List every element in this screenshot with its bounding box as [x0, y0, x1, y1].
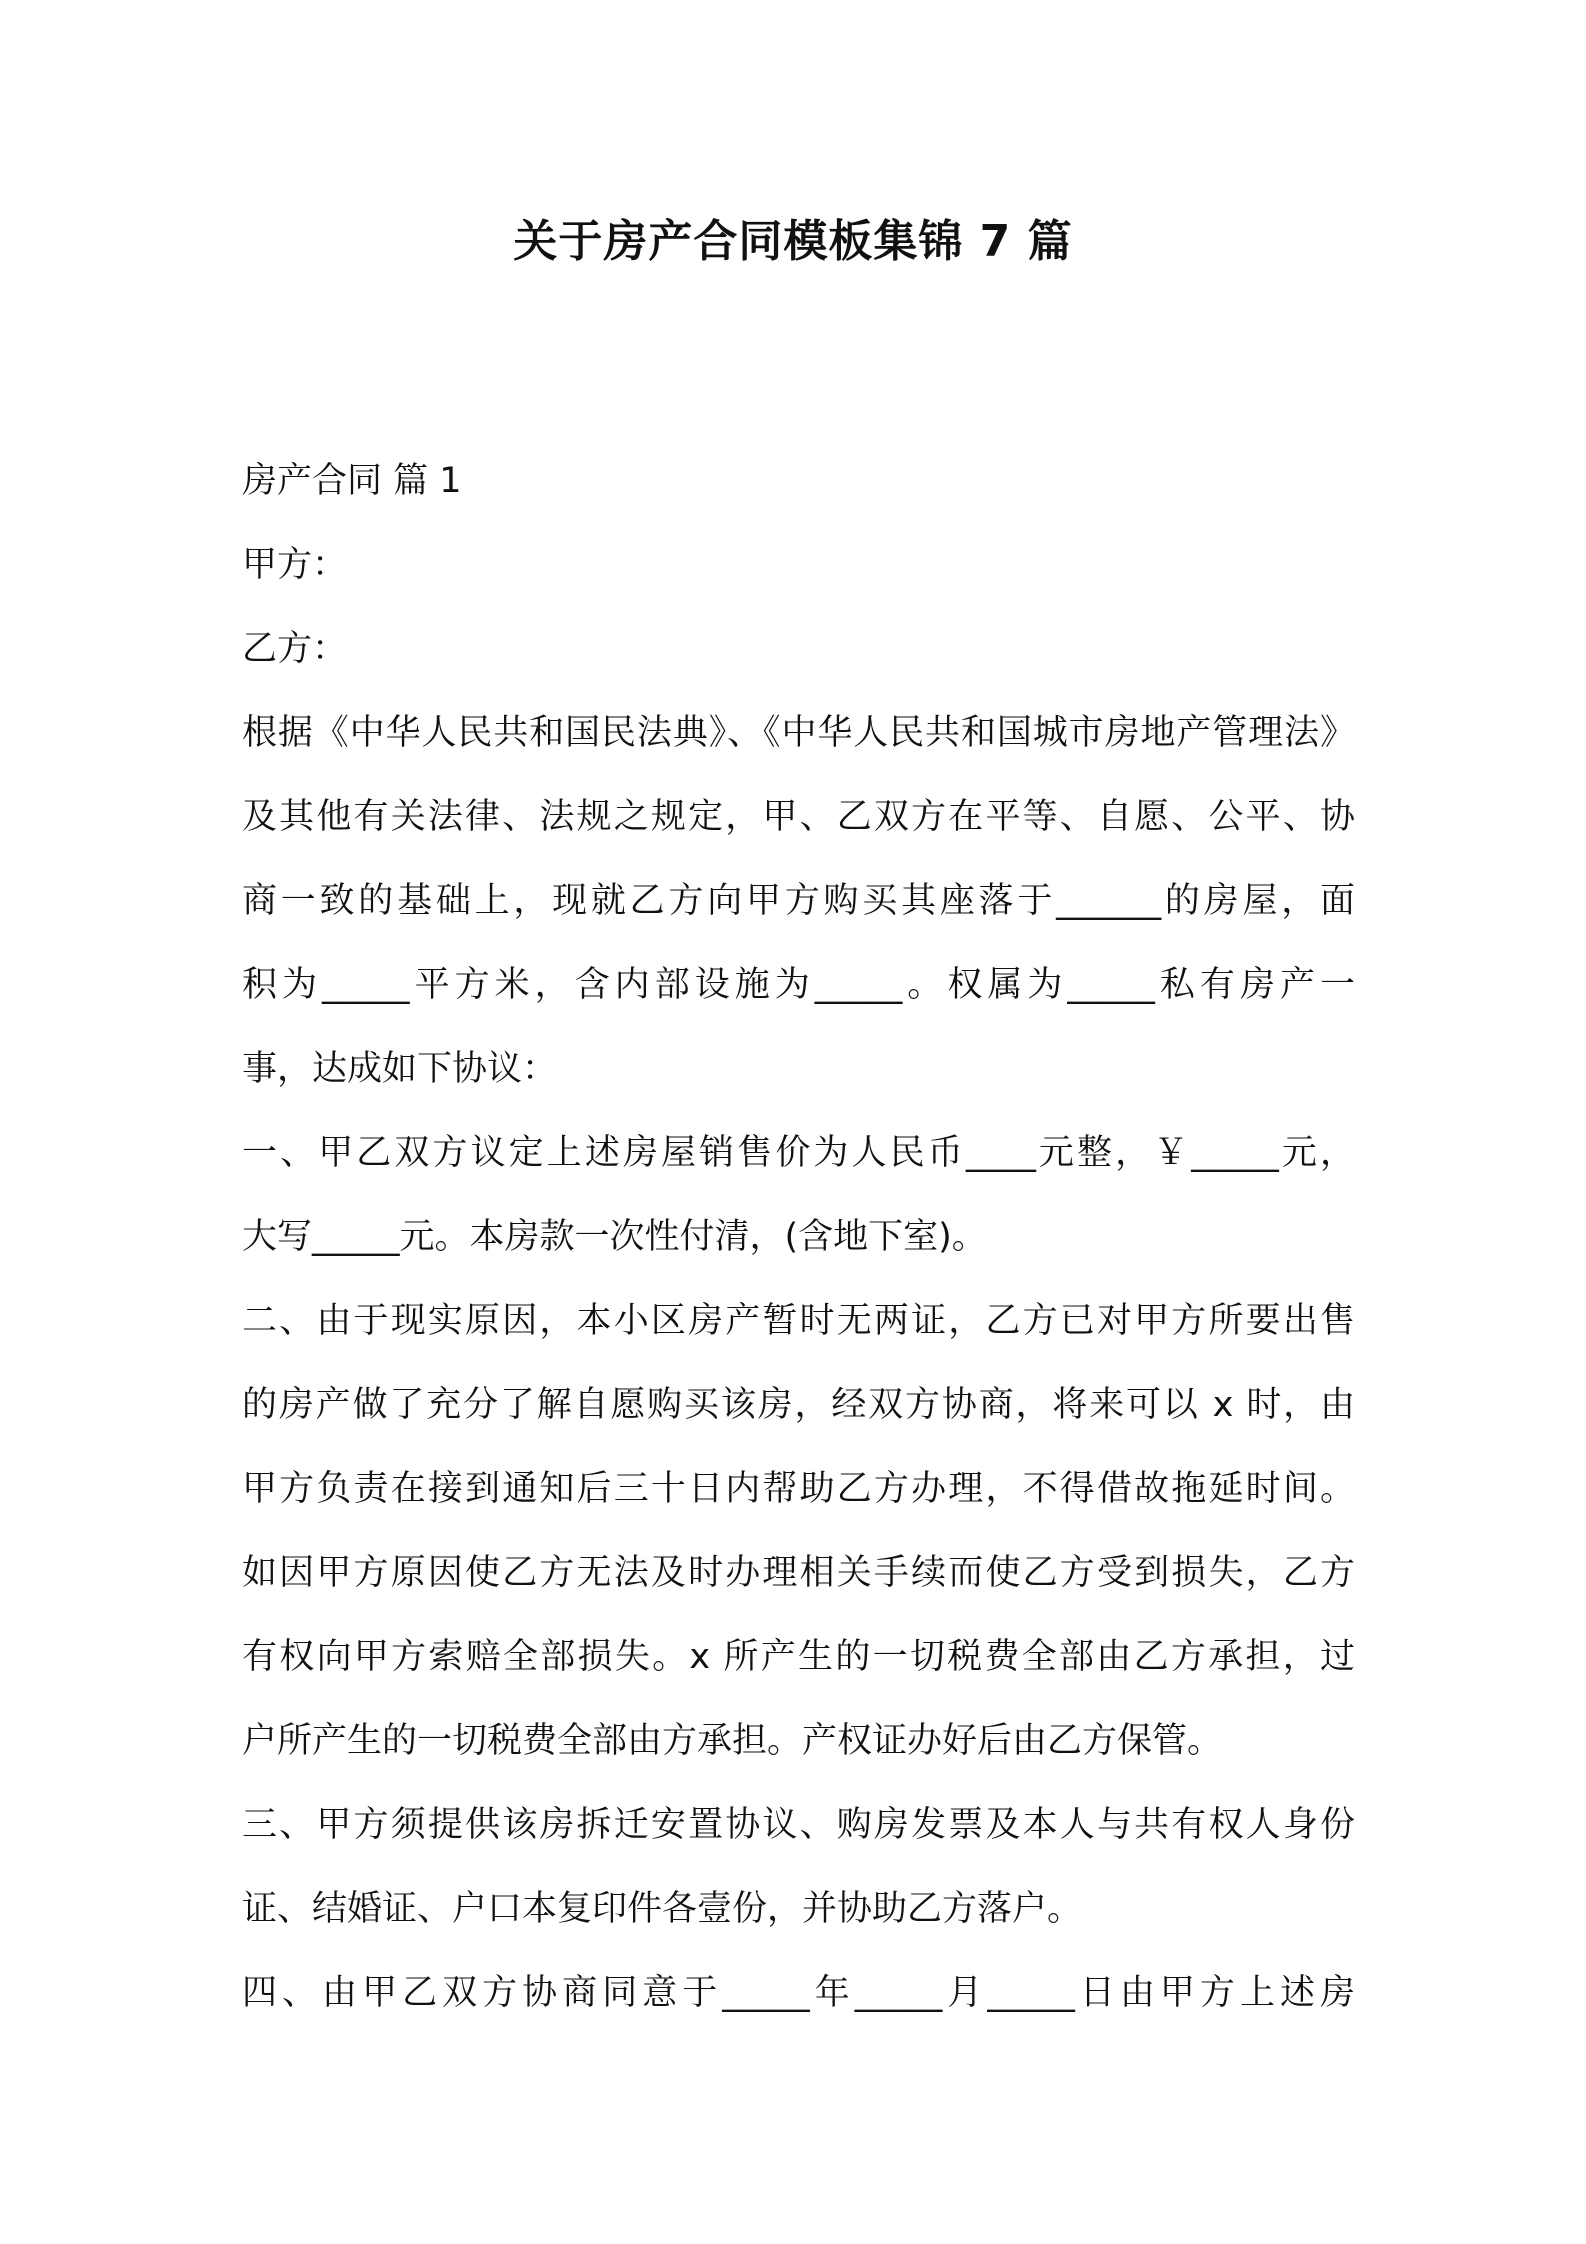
text-line: 一、甲乙双方议定上述房屋销售价为人民币____元整，￥_____元， [242, 1133, 1355, 1173]
document-body [242, 451, 1355, 2047]
text-line: 户所产生的一切税费全部由方承担。产权证办好后由乙方保管。 [242, 1721, 1223, 1761]
text-line: 如因甲方原因使乙方无法及时办理相关手续而使乙方受到损失，乙方 [242, 1553, 1355, 1593]
text-line: 房产合同 篇 1 [242, 461, 462, 501]
text-line: 四、由甲乙双方协商同意于_____年_____月_____日由甲方上述房 [242, 1973, 1355, 2013]
text-line: 有权向甲方索赔全部损失。x 所产生的一切税费全部由乙方承担，过 [242, 1637, 1355, 1677]
text-line: 商一致的基础上，现就乙方向甲方购买其座落于______的房屋，面 [242, 881, 1355, 921]
text-line: 积为_____平方米，含内部设施为_____。权属为_____私有房产一 [242, 965, 1355, 1005]
text-line: 三、甲方须提供该房拆迁安置协议、购房发票及本人与共有权人身份 [242, 1805, 1355, 1845]
text-line: 大写_____元。本房款一次性付清，(含地下室)。 [242, 1217, 987, 1257]
page-title: 关于房产合同模板集锦 7 篇 [513, 216, 1073, 267]
text-line: 事，达成如下协议： [242, 1049, 558, 1089]
text-line: 甲方： [242, 545, 348, 585]
text-line: 及其他有关法律、法规之规定，甲、乙双方在平等、自愿、公平、协 [242, 797, 1355, 837]
text-line: 乙方： [242, 629, 348, 669]
text-line: 根据《中华人民共和国民法典》、《中华人民共和国城市房地产管理法》 [242, 713, 1355, 753]
text-line: 甲方负责在接到通知后三十日内帮助乙方办理，不得借故拖延时间。 [242, 1469, 1355, 1509]
text-line: 的房产做了充分了解自愿购买该房，经双方协商，将来可以 x 时，由 [242, 1385, 1355, 1425]
text-line: 二、由于现实原因，本小区房产暂时无两证，乙方已对甲方所要出售 [242, 1301, 1355, 1341]
text-line: 证、结婚证、户口本复印件各壹份，并协助乙方落户。 [242, 1889, 1083, 1929]
